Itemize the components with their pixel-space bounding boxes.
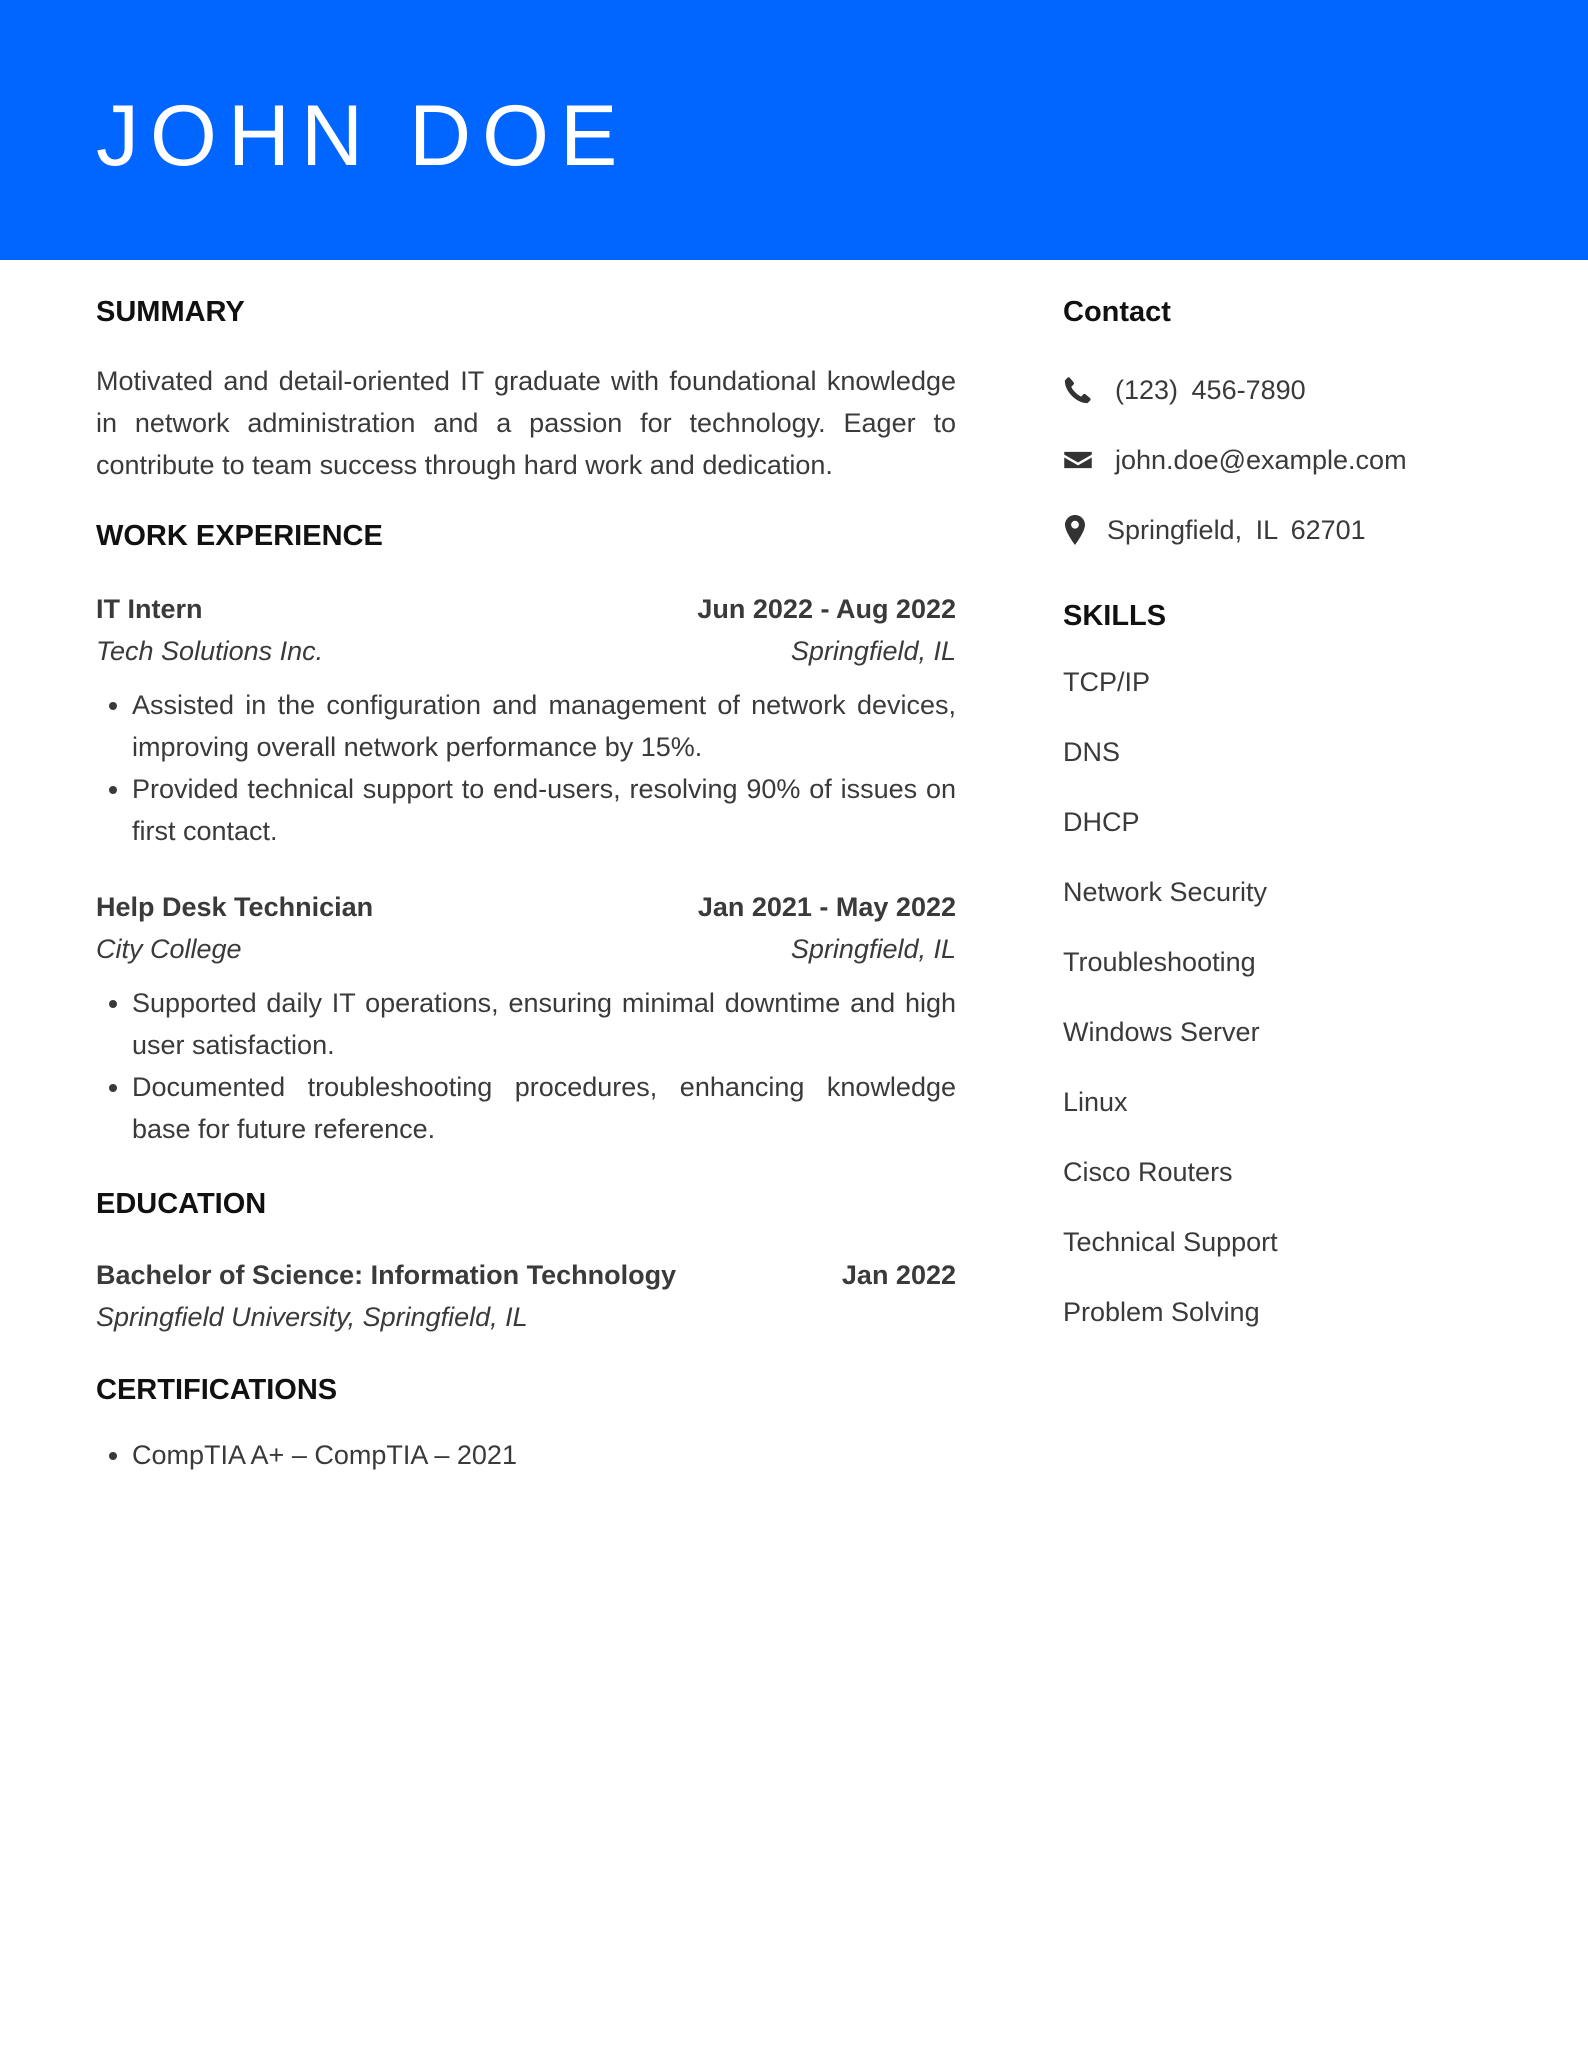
sidebar-column [1063,260,1523,1362]
email-address: john.doe@example.com [1115,444,1407,475]
job-entry [96,886,956,1150]
job-title: IT Intern [96,594,203,624]
job-organization: Tech Solutions Inc. [96,636,324,666]
map-pin-icon [1063,515,1087,545]
graduation-date: Jan 2022 [841,1260,956,1290]
contact-location [1063,510,1523,550]
job-dates: Jun 2022 - Aug 2022 [697,594,956,624]
main-column [96,260,956,1476]
envelope-icon [1063,445,1093,475]
skill-item: Network Security [1063,877,1268,907]
skill-item: Troubleshooting [1063,947,1256,977]
job-bullets [96,684,956,852]
contact-list [1063,370,1523,550]
education-entry [96,1254,956,1338]
skills-list [1063,662,1523,1332]
job-bullet: • Supported daily IT operations, ensuring minimal downtime and high user satisfaction. [132,982,956,1066]
job-dates: Jan 2021 - May 2022 [697,892,956,922]
skills-heading: SKILLS [1063,600,1167,632]
job-location: Springfield, IL [790,934,956,964]
skill-item: Technical Support [1063,1227,1278,1257]
job-location: Springfield, IL [790,636,956,666]
header-banner [0,0,1588,260]
skill-item: TCP/IP [1063,667,1151,697]
degree: Bachelor of Science: Information Technology [96,1260,677,1290]
summary-text: Motivated and detail-oriented IT graduate with foundational knowledge in network administration and a passion for technology. Eager to contribute to team success through hard work and dedication. [96,366,956,480]
job-bullet: • Provided technical support to end-users, resolving 90% of issues on first contact. [132,768,956,852]
phone-icon [1063,375,1093,405]
location-text: Springfield, IL 62701 [1107,514,1366,545]
job-organization: City College [96,934,242,964]
work-experience-heading: WORK EXPERIENCE [96,520,383,552]
certification-item: • CompTIA A+ – CompTIA – 2021 [132,1434,956,1476]
skill-item: Cisco Routers [1063,1157,1233,1187]
contact-email [1063,440,1523,480]
phone-number: (123) 456-7890 [1115,374,1306,405]
job-entry [96,588,956,852]
skill-item: Windows Server [1063,1017,1260,1047]
job-bullets [96,982,956,1150]
summary-heading: SUMMARY [96,296,245,328]
job-title: Help Desk Technician [96,892,374,922]
certifications-heading: CERTIFICATIONS [96,1374,338,1406]
contact-phone [1063,370,1523,410]
contact-heading: Contact [1063,296,1171,328]
skill-item: DHCP [1063,807,1140,837]
candidate-name: JOHN DOE [96,88,629,184]
skill-item: Linux [1063,1087,1128,1117]
job-bullet: • Documented troubleshooting procedures, enhancing knowledge base for future reference. [132,1066,956,1150]
job-bullet: • Assisted in the configuration and management of network devices, improving overall network performance by 15%. [132,684,956,768]
school: Springfield University, Springfield, IL [96,1302,528,1332]
certifications-list [96,1434,956,1476]
education-heading: EDUCATION [96,1188,267,1220]
skill-item: DNS [1063,737,1121,767]
skill-item: Problem Solving [1063,1297,1260,1327]
